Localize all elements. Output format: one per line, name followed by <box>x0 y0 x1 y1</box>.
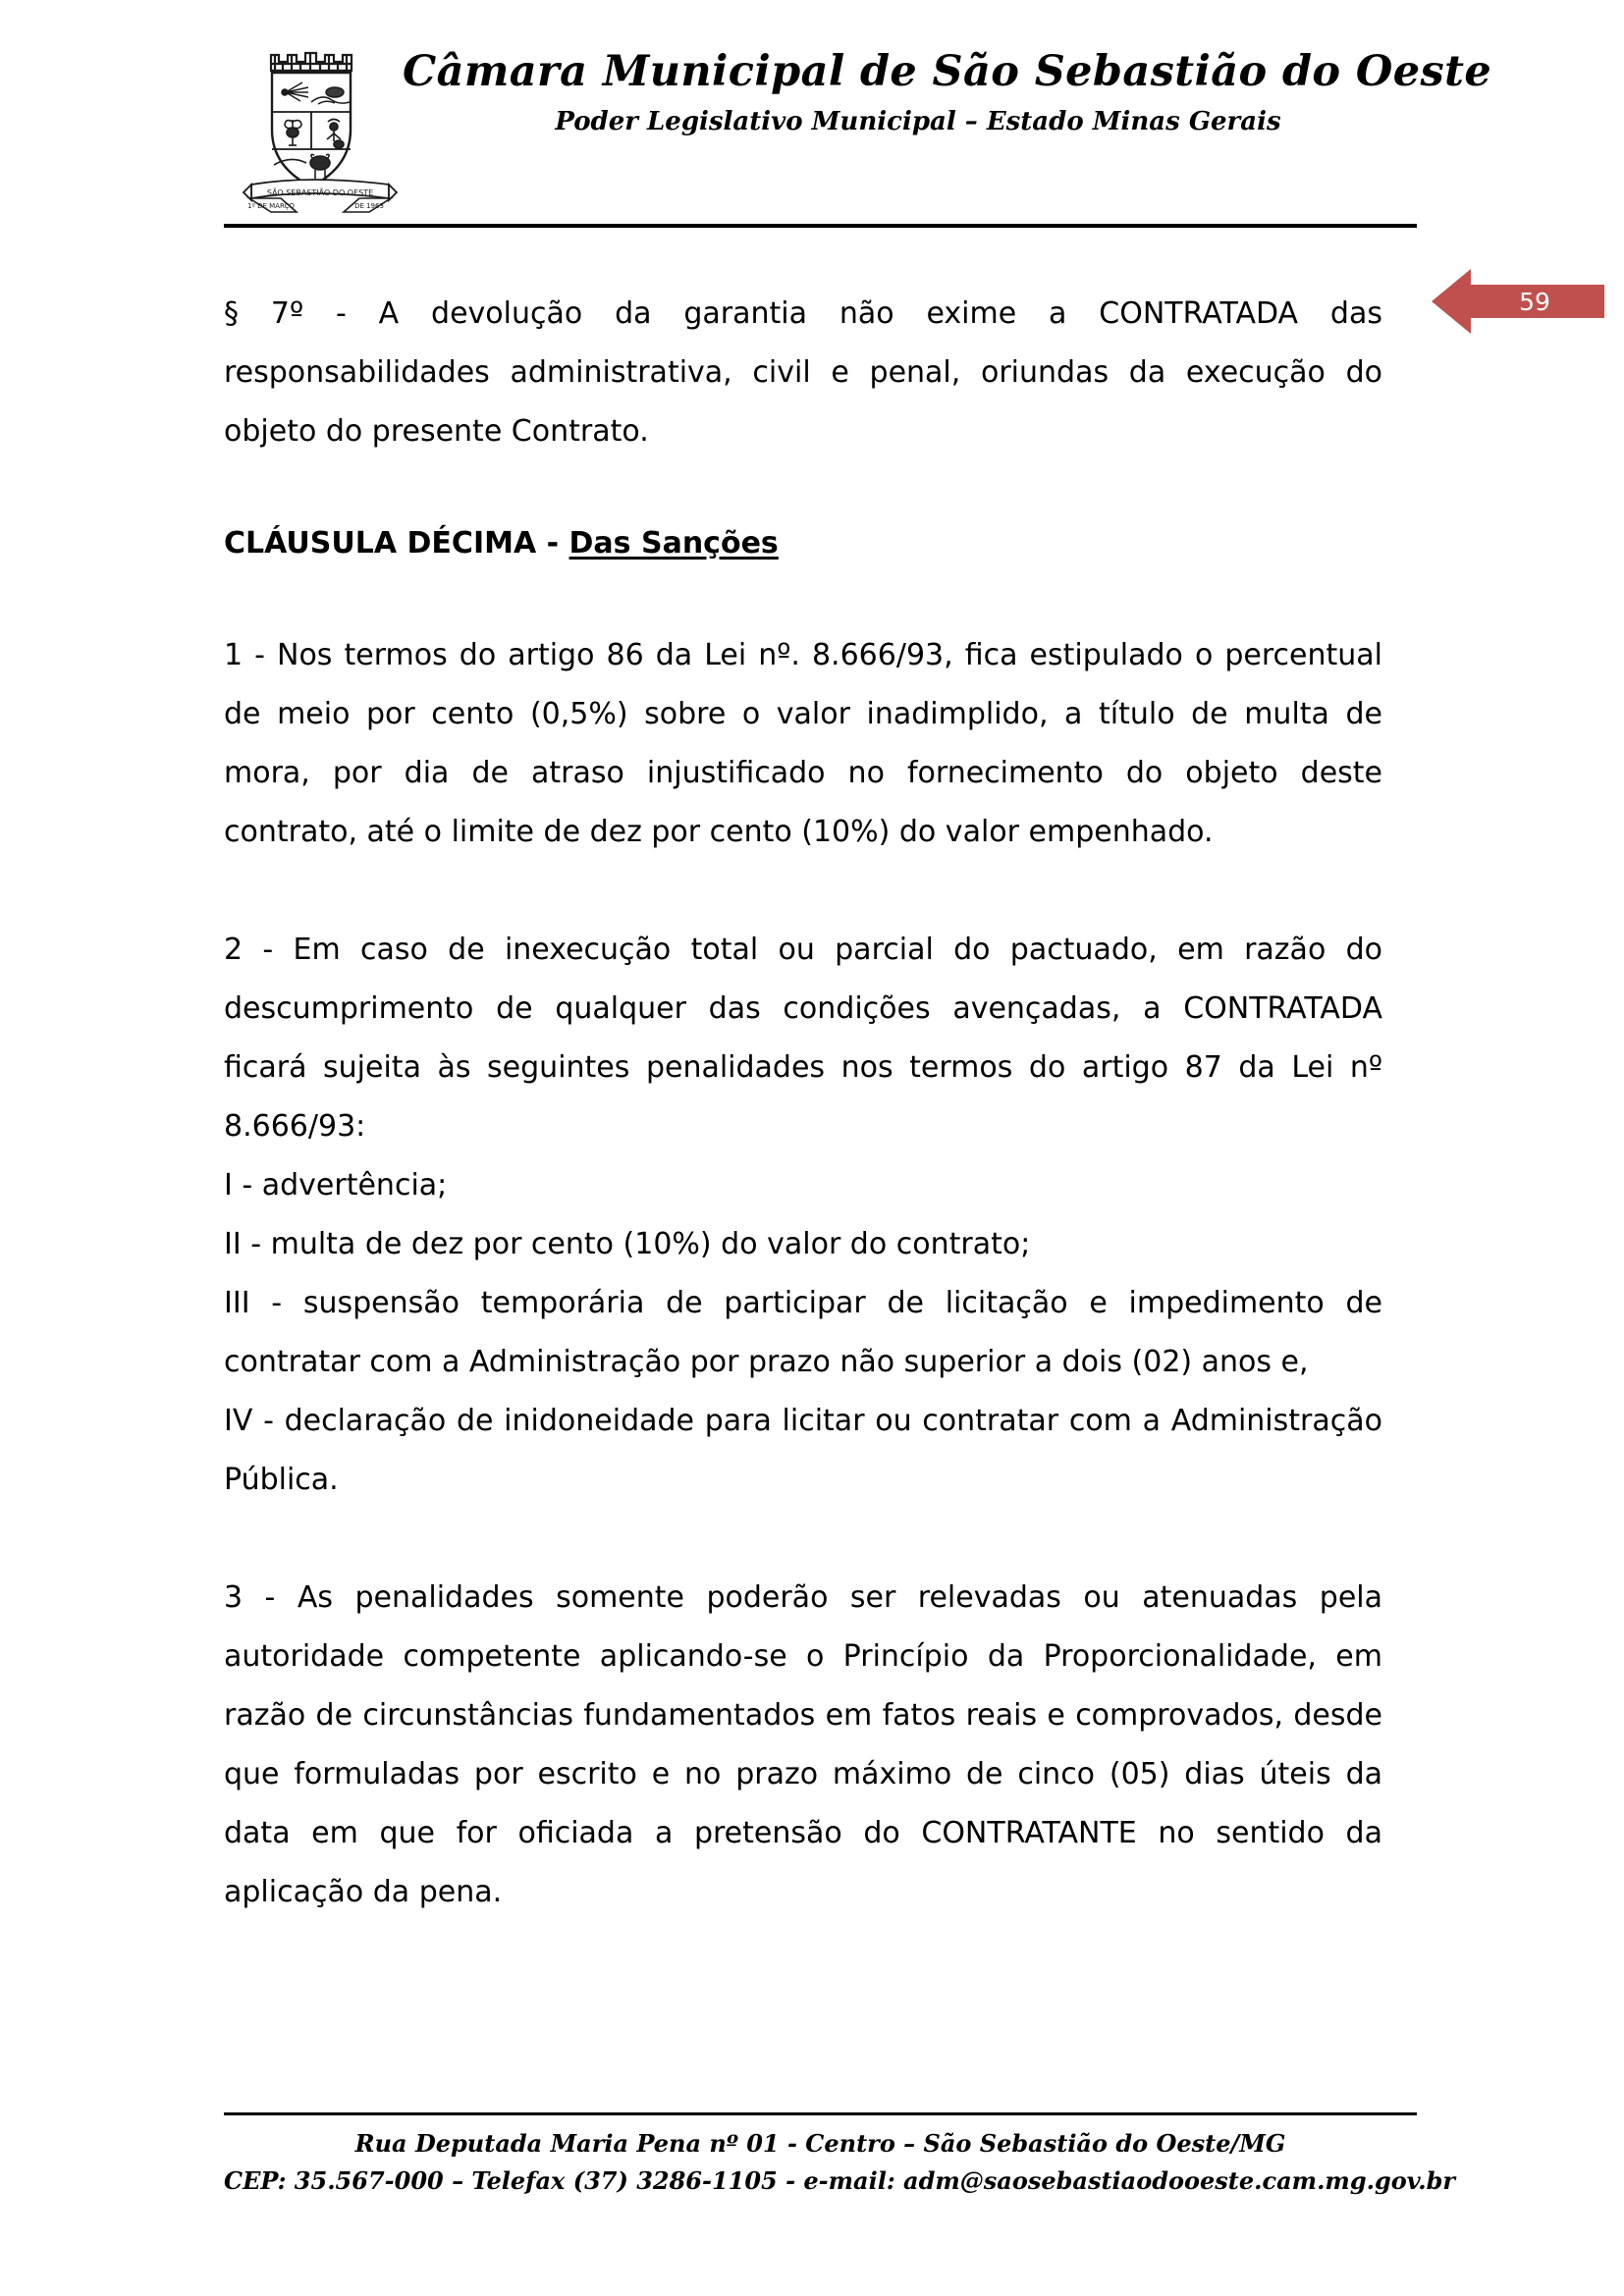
spacer <box>224 1510 1382 1569</box>
header-divider <box>224 224 1417 228</box>
footer-address: Rua Deputada Maria Pena nº 01 - Centro – São Sebastião do Oeste/MG <box>354 2129 1286 2158</box>
roman-item-i: I - advertência; <box>224 1168 448 1202</box>
roman-item-iv: IV - declaração de inidoneidade para licitar ou contratar com a Administração Pública. <box>224 1404 1382 1497</box>
page-header <box>0 0 1624 236</box>
roman-item-ii: II - multa de dez por cento (10%) do valor do contrato; <box>224 1227 1031 1261</box>
crest-banner-top-text: SÃO SEBASTIÃO DO OESTE <box>266 188 374 197</box>
page-number-arrow-marker <box>1432 257 1604 346</box>
crest-banner-left-text: 1º DE MARÇO <box>247 202 295 210</box>
page-footer <box>224 2112 1456 2200</box>
footer-contact: CEP: 35.567-000 – Telefax (37) 3286-1105 - e-mail: adm@saosebastiaodooeste.cam.mg.gov.br <box>224 2166 1456 2195</box>
left-arrow-icon <box>1432 257 1604 346</box>
coat-of-arms-icon <box>242 31 399 213</box>
crest-banner-right-text: DE 1963 <box>354 202 384 210</box>
clause-heading-underlined: Das Sanções <box>568 526 779 561</box>
footer-divider <box>224 2112 1417 2115</box>
header-title-block <box>403 47 1492 137</box>
document-body <box>224 285 1382 1922</box>
paragraph-7: § 7º - A devolução da garantia não exime a CONTRATADA das responsabilidades administrativa, civil e penal, oriundas da execução do objeto do presente Contrato. <box>224 296 1382 449</box>
roman-item-iii: III - suspensão temporária de participar de licitação e impedimento de contratar com a Administração por prazo não superior a dois (02) anos e, <box>224 1286 1382 1379</box>
item-1: 1 - Nos termos do artigo 86 da Lei nº. 8.666/93, fica estipulado o percentual de meio por cento (0,5%) sobre o valor inadimplido, a título de multa de mora, por dia de atraso injustificado no fornecimento do objeto deste contrato, até o limite de dez por cento (10%) do valor empenhado. <box>224 638 1382 849</box>
clause-heading <box>224 522 1382 565</box>
spacer <box>224 461 1382 522</box>
clause-heading-prefix: CLÁUSULA DÉCIMA - <box>224 526 569 561</box>
item-2: 2 - Em caso de inexecução total ou parcial do pactuado, em razão do descumprimento de qualquer das condições avençadas, a CONTRATADA ficará sujeita às seguintes penalidades nos termos do artigo 87 da Lei nº 8.666/93: <box>224 933 1382 1144</box>
organization-title: Câmara Municipal de São Sebastião do Oeste <box>403 47 1492 96</box>
page-number-label: 59 <box>1519 287 1550 316</box>
item-3: 3 - As penalidades somente poderão ser relevadas ou atenuadas pela autoridade competente aplicando-se o Princípio da Proporcionalidade, em razão de circunstâncias fundamentados em fatos reais e comprovados, desde que formuladas por escrito e no prazo máximo de cinco (05) dias úteis da data em que for oficiada a pretensão do CONTRATANTE no sentido da aplicação da pena. <box>224 1580 1382 1909</box>
organization-subtitle: Poder Legislativo Municipal – Estado Minas Gerais <box>555 107 1281 137</box>
spacer <box>224 862 1382 921</box>
spacer <box>224 565 1382 626</box>
